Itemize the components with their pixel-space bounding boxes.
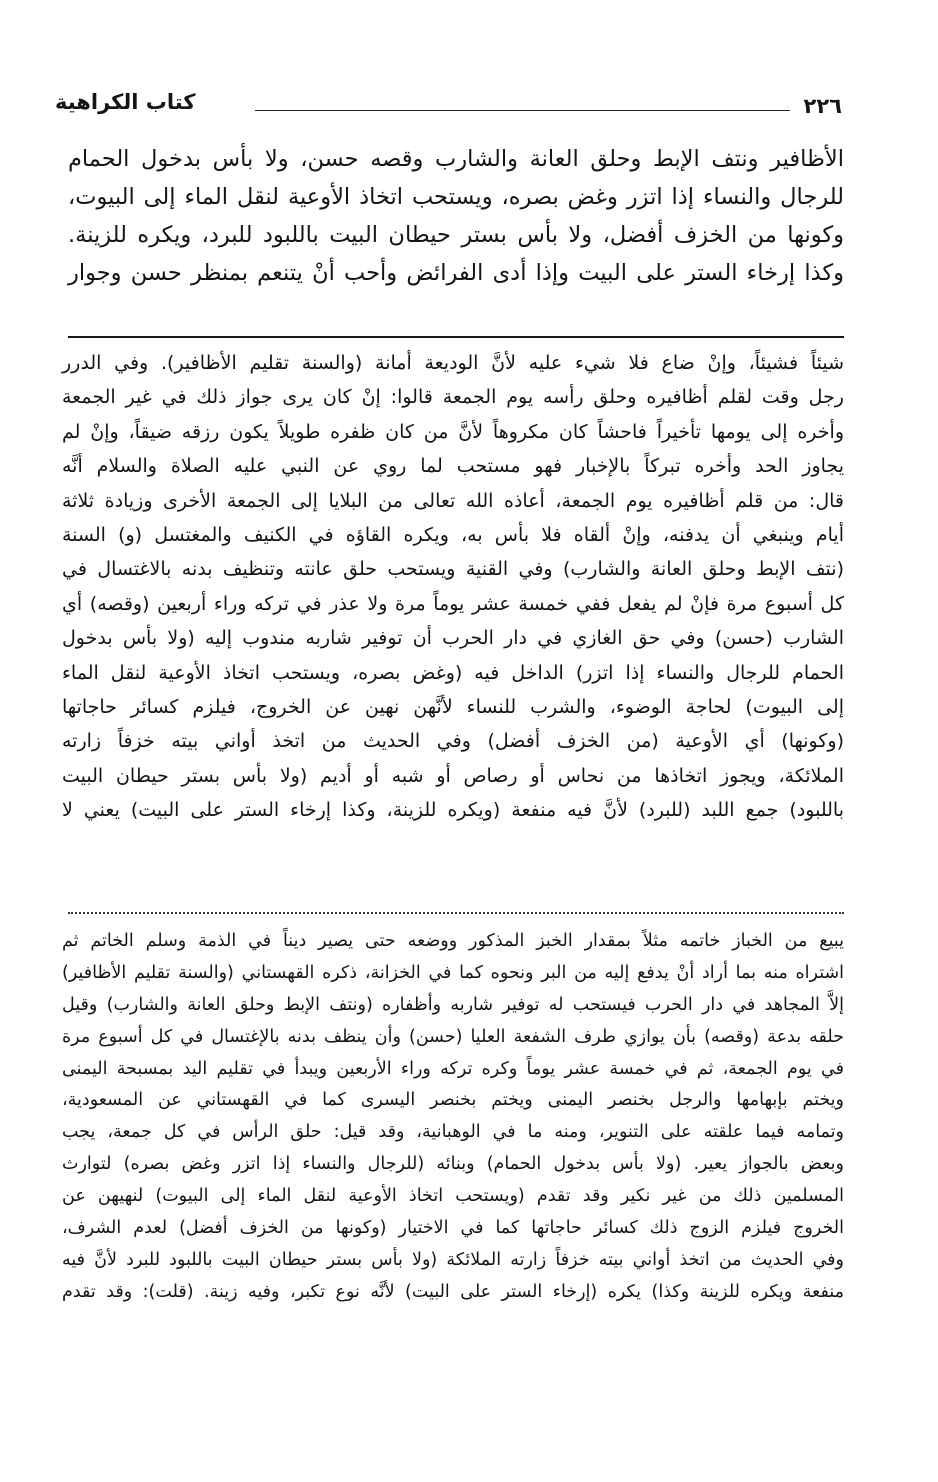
page-number: ٢٢٦ — [803, 94, 842, 118]
commentary-line: كل أسبوع مرة فإنْ لم يفعل ففي خمسة عشر يوماً مرة ولا عذر في تركه وراء أربعين (وقصه) أي — [62, 592, 844, 615]
footnote-line: وبعض بالجواز يعير. (ولا بأس بدخول الحمام) وبنائه (للرجال والنساء إذا اتزر وغض بصره) لتوارث — [62, 1154, 844, 1175]
commentary-line: الملائكة، ويجوز اتخاذها من نحاس أو رصاص أو شبه أو أديم (ولا بأس بستر حيطان البيت — [62, 764, 844, 787]
commentary-line: باللبود) جمع اللبد (للبرد) لأنَّ فيه منفعة (ويكره للزينة، وكذا إرخاء الستر على البيت) يعني لا — [62, 799, 844, 822]
footnote-section — [62, 926, 844, 1309]
commentary-section — [62, 346, 844, 827]
footnote-line: وتمامه فيما علقته على التنوير، ومنه ما في الوهبانية، وقد قيل: حلق الرأس في كل جمعة، يجب — [62, 1122, 844, 1143]
main-text-line: وكذا إرخاء الستر على البيت وإذا أدى الفرائض وأحب أنْ يتنعم بمنظر حسن وجوار — [68, 260, 844, 286]
footnote-line: اشتراه منه بما أراد أنْ يدفع إليه من البر ونحوه كما في الخزانة، ذكره القهستاني (والسنة تقليم الأظافير) — [62, 962, 844, 983]
page-header — [55, 86, 842, 126]
main-text-line: الأظافير ونتف الإبط وحلق العانة والشارب وقصه حسن، ولا بأس بدخول الحمام — [68, 146, 844, 172]
footnote-line: إلاَّ المجاهد في دار الحرب فيستحب له توفير شاربه وأظفاره (ونتف الإبط وحلق العانة والشارب) وقيل — [62, 994, 844, 1015]
commentary-line: رجل وقت لقلم أظافيره وحلق رأسه يوم الجمعة قالوا: إنْ كان يرى جواز ذلك في غير الجمعة — [62, 386, 844, 409]
book-title: كتاب الكراهية — [55, 90, 196, 114]
footnote-line: منفعة ويكره للزينة وكذا) يكره (إرخاء الستر على البيت) لأنَّه نوع تكبر، وفيه زينة. (قلت): وقد تقدم — [62, 1281, 844, 1302]
header-rule — [255, 110, 790, 111]
footnote-line: وفي الحديث من اتخذ أواني بيته خزفاً زارته الملائكة (ولا بأس بستر حيطان البيت باللبود للبرد لأنَّ فيه — [62, 1249, 844, 1270]
commentary-line: أيام وينبغي أن يدفنه، وإنْ ألقاه فلا بأس به، ويكره القاؤه في الكنيف والمغتسل (و) السنة — [62, 523, 844, 546]
main-text-separator — [68, 336, 844, 338]
main-text-line: وكونها من الخزف أفضل، ولا بأس بستر حيطان البيت باللبود للبرد، ويكره للزينة. — [68, 222, 844, 248]
commentary-line: وأخره إلى يومها تأخيراً فاحشاً كان مكروهاً لأنَّ من كان ظفره طويلاً يكون رزقه ضيقاً، وإنْ لم — [62, 420, 844, 443]
footnote-line: ويختم بإبهامها والرجل بخنصر اليمنى ويختم بخنصر اليسرى كما في القهستاني عن المسعودية، — [62, 1090, 844, 1111]
commentary-line: شيئاً فشيئاً، وإنْ ضاع فلا شيء عليه لأنَّ الوديعة أمانة (والسنة تقليم الأظافير). وفي الدرر — [62, 352, 844, 374]
footnote-separator — [68, 912, 844, 914]
main-text — [68, 140, 844, 292]
commentary-line: (نتف الإبط وحلق العانة والشارب) وفي القنية ويستحب حلق عانته وتنظيف بدنه بالاغتسال في — [62, 558, 844, 581]
commentary-line: يجاوز الحد وأخره تبركاً بالإخبار فهو مستحب لما روي عن النبي عليه الصلاة والسلام أنَّه — [62, 455, 844, 478]
main-text-line: للرجال والنساء إذا اتزر وغض بصره، ويستحب اتخاذ الأوعية لنقل الماء إلى البيوت، — [68, 184, 844, 210]
commentary-line: إلى البيوت) لحاجة الوضوء، والشرب للنساء لأنَّهن نهين عن الخروج، فيلزم كسائر حاجاتها — [62, 695, 844, 718]
commentary-line: الشارب (حسن) وفي حق الغازي في دار الحرب أن توفير شاربه مندوب إليه (ولا بأس بدخول — [62, 627, 844, 650]
commentary-line: (وكونها) أي الأوعية (من الخزف أفضل) وفي الحديث من اتخذ أواني بيته خزفاً زارته — [62, 730, 844, 753]
footnote-line: يبيع من الخباز خاتمه مثلاً بمقدار الخبز المذكور ووضعه حتى يصير ديناً في الذمة وسلم الخاتم ثم — [62, 931, 844, 951]
footnote-line: في يوم الجمعة، ثم في خمسة عشر يوماً وكره تركه وراء الأربعين ويبدأ في تقليم اليد بمسبحة اليمنى — [62, 1058, 844, 1079]
footnote-line: المسلمين ذلك من غير نكير وقد تقدم (ويستحب اتخاذ الأوعية لنقل الماء إلى البيوت) لنهيهن عن — [62, 1186, 844, 1207]
footnote-line: حلقه بدعة (وقصه) بأن يوازي طرف الشفعة العليا (حسن) وأن ينظف بدنه بالإغتسال في كل أسبوع مرة — [62, 1026, 844, 1047]
footnote-line: الخروج فيلزم الزوج ذلك كسائر حاجاتها كما في الاختيار (وكونها من الخزف أفضل) لعدم الشرف، — [62, 1218, 844, 1239]
commentary-line: قال: من قلم أظافيره يوم الجمعة، أعاذه الله تعالى من البلايا إلى الجمعة الأخرى وزيادة ثلاثة — [62, 489, 844, 512]
commentary-line: الحمام للرجال والنساء إذا اتزر) الداخل فيه (وغض بصره، ويستحب اتخاذ الأوعية لنقل الماء — [62, 661, 844, 684]
